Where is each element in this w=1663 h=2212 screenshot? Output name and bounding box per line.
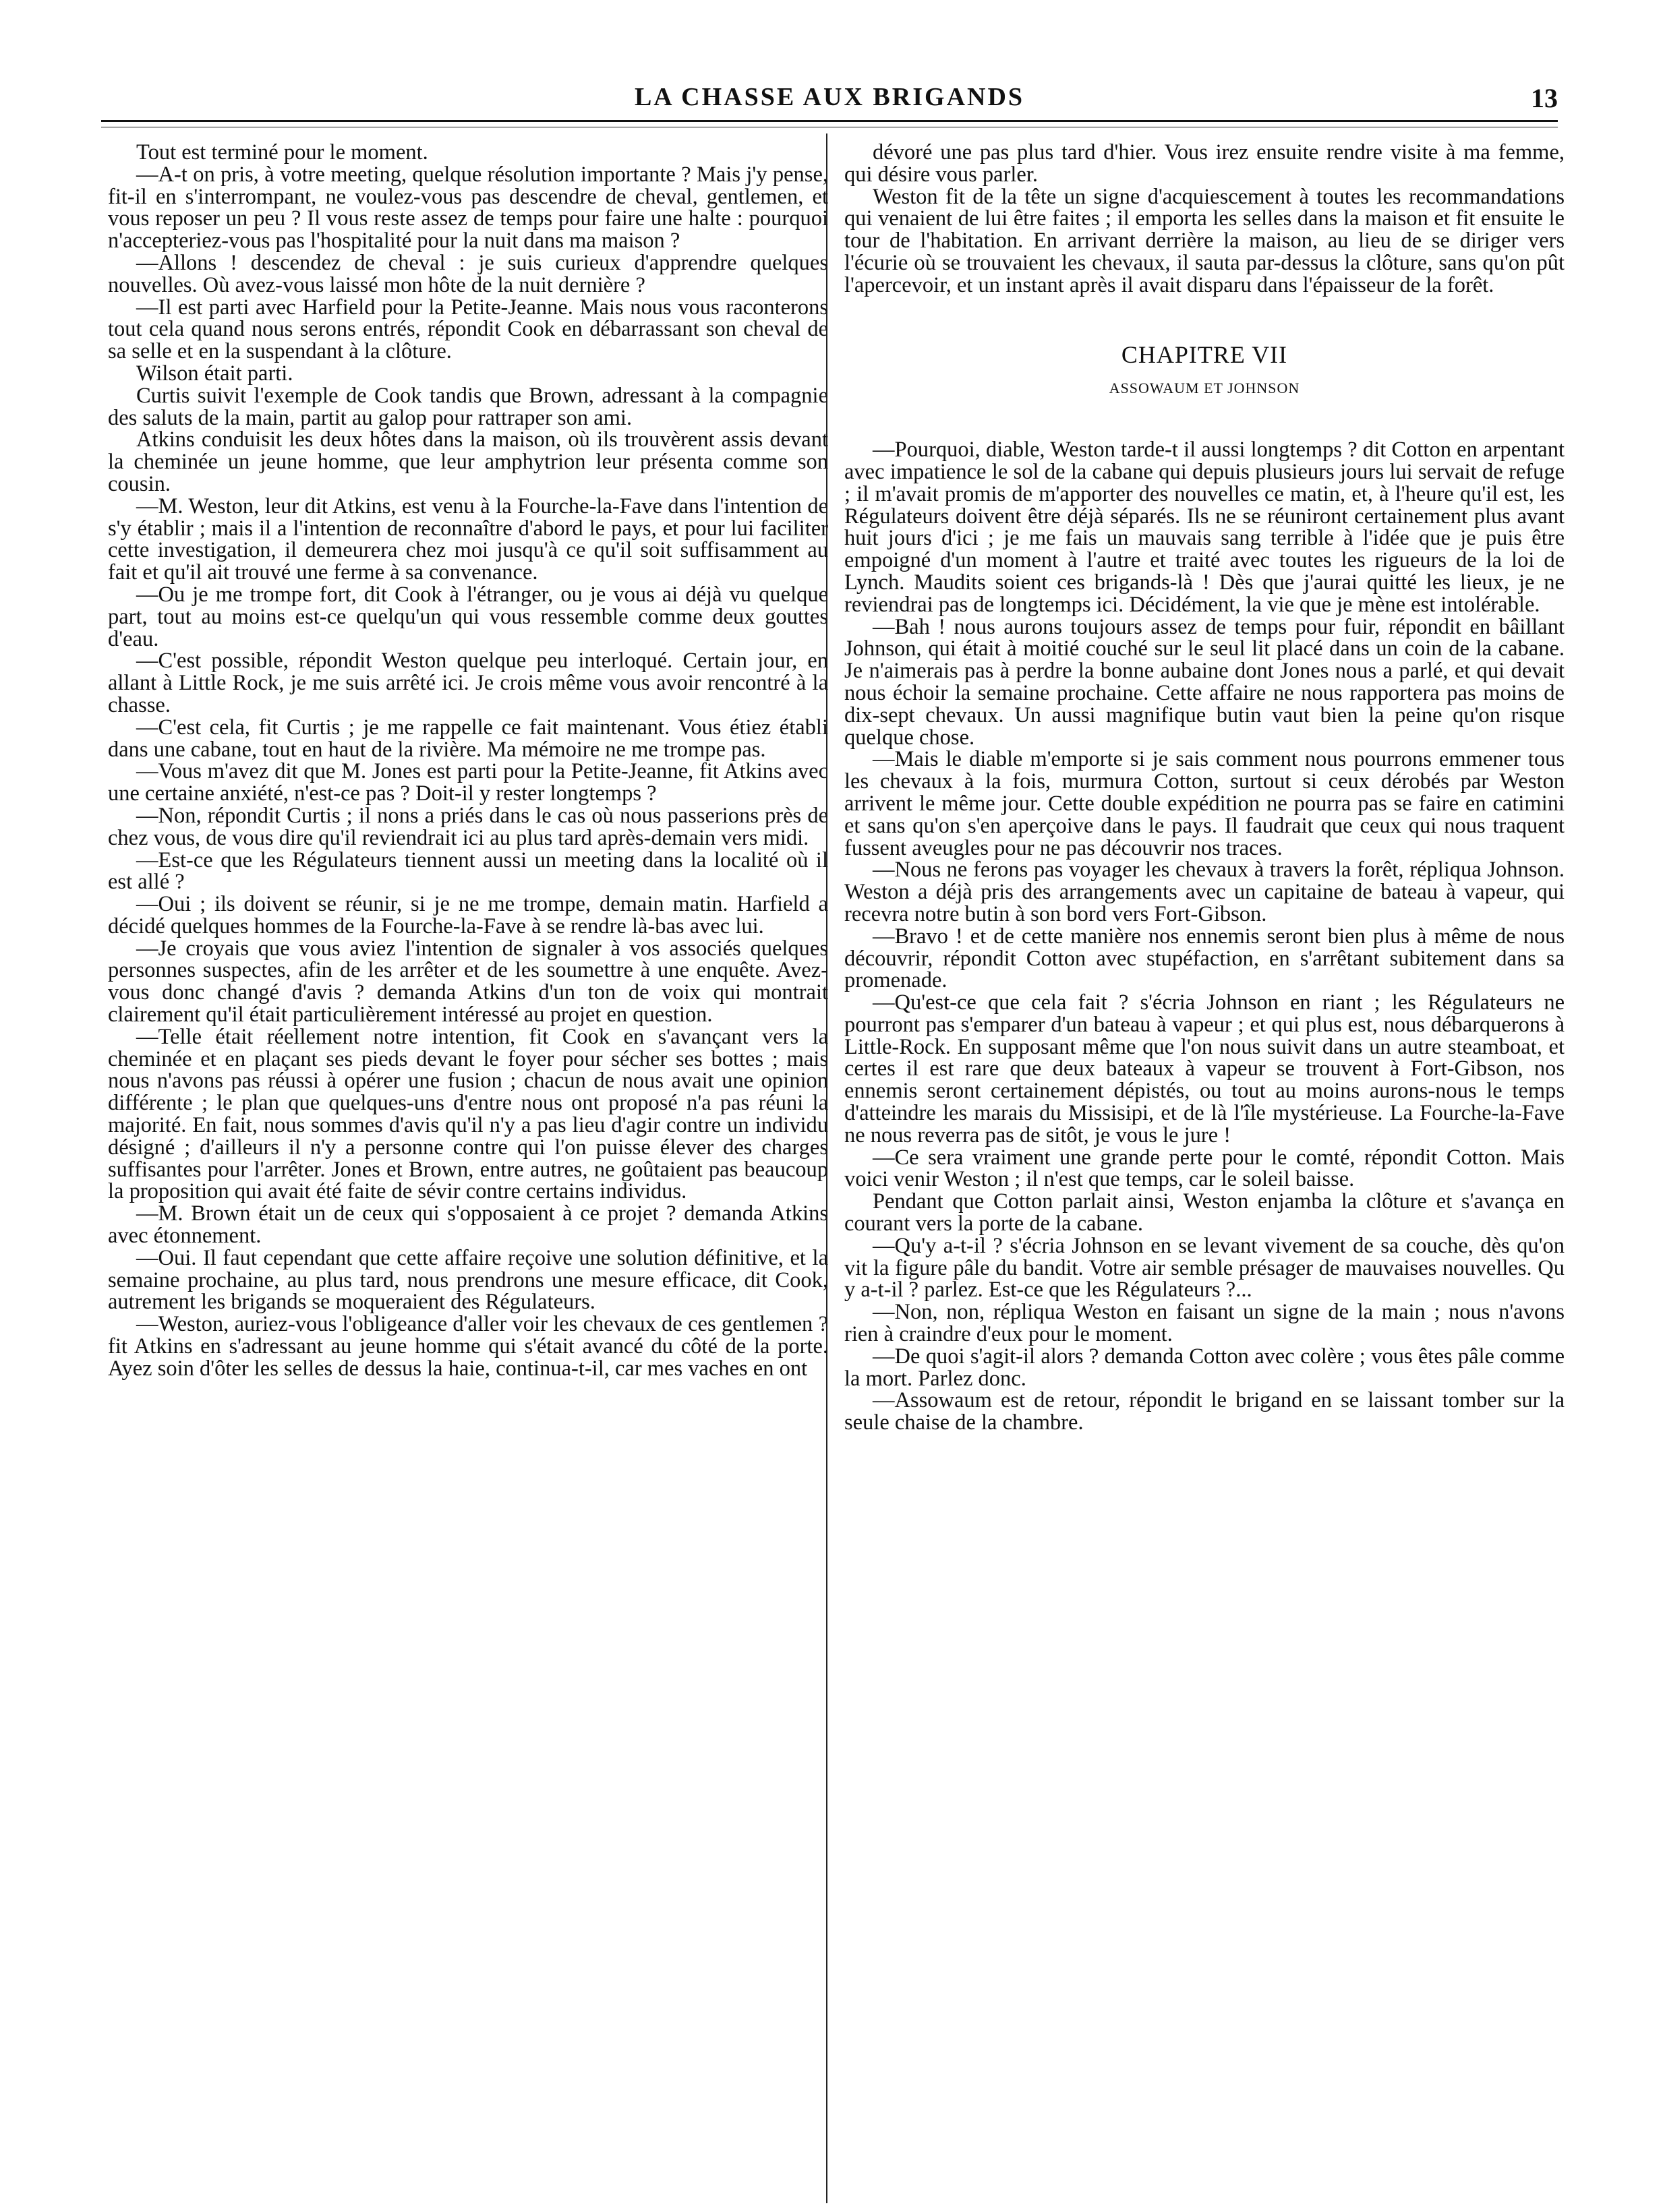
paragraph: —Mais le diable m'emporte si je sais comment nous pourrons emmener tous les chevaux à la fois, murmura Cotton, surtout si ceux dérobés par Weston arrivent le même jour. Cette double expédition ne pourra pas se faire en catimini et sans qu'on s'en aperçoive dans le pays. Il faudrait que ceux qui nous traquent fussent aveugles pour ne pas découvrir nos traces.	[844, 747, 1565, 860]
paragraph: dévoré une pas plus tard d'hier. Vous irez ensuite rendre visite à ma femme, qui désire vous parler.	[844, 142, 1565, 187]
paragraph: Curtis suivit l'exemple de Cook tandis que Brown, adressant à la compagnie des saluts de la main, partit au galop pour rattraper son ami.	[108, 383, 828, 430]
paragraph: Wilson était parti.	[136, 361, 293, 386]
chapter-subtitle: ASSOWAUM ET JOHNSON	[1109, 380, 1300, 397]
paragraph: —Pourquoi, diable, Weston tarde-t il aussi longtemps ? dit Cotton en arpentant avec impatience le sol de la cabane qui depuis plusieurs jours lui servait de refuge ; il m'avait promis de m'apporter des nouvelles ce matin, et, à l'heure qu'il est, les Régulateurs doivent être déjà séparés. Ils ne se réuniront certainement plus avant huit jours d'ici ; je me fais un mauvais sang terrible à l'idée que je puis être empoigné d'un moment à l'autre et traité avec toutes les rigueurs de la loi de Lynch. Maudits soient ces brigands-là ! Dès que j'aurai quitté les lieux, je ne reviendrai pas de longtemps ici. Décidément, la vie que je mène est intolérable.	[844, 438, 1565, 617]
paragraph: —Il est parti avec Harfield pour la Petite-Jeanne. Mais nous vous raconterons tout cela quand nous serons entrés, répondit Cook en débarrassant son cheval de sa selle et en la suspendant à la clôture.	[108, 295, 828, 364]
running-title: LA CHASSE AUX BRIGANDS	[634, 83, 1025, 111]
paragraph: —Oui. Il faut cependant que cette affaire reçoive une solution définitive, et la semaine prochaine, au plus tard, nous prendrons une mesure efficace, dit Cook, autrement les brigands se moqueraient des Régulateurs.	[108, 1245, 828, 1315]
paragraph: —C'est possible, répondit Weston quelque peu interloqué. Certain jour, en allant à Little Rock, je me suis arrêté ici. Je crois même vous avoir rencontré à la chasse.	[108, 649, 828, 717]
paragraph: —Qu'y a-t-il ? s'écria Johnson en se levant vivement de sa couche, dès qu'on vit la figure pâle du bandit. Votre air semble présager de mauvaises nouvelles. Qu y a-t-il ? parlez. Est-ce que les Régulateurs ?...	[844, 1233, 1565, 1303]
paragraph: —C'est cela, fit Curtis ; je me rappelle ce fait maintenant. Vous étiez établi dans une cabane, tout en haut de la rivière. Ma mémoire ne me trompe pas.	[108, 715, 828, 762]
paragraph: —M. Weston, leur dit Atkins, est venu à la Fourche-la-Fave dans l'intention de s'y établir ; mais il a l'intention de reconnaître d'abord le pays, et pour lui faciliter cette investigation, il demeurera chez moi jusqu'à ce qu'il soit suffisamment au fait et qu'il ait trouvé une ferme à sa convenance.	[108, 494, 828, 585]
chapter-title: CHAPITRE VII	[1121, 340, 1288, 368]
paragraph: —Ce sera vraiment une grande perte pour le comté, répondit Cotton. Mais voici venir Weston ; il n'est que temps, car le soleil baisse.	[844, 1145, 1565, 1192]
paragraph: —Weston, auriez-vous l'obligeance d'aller voir les chevaux de ces gentlemen ? fit Atkins en s'adressant au jeune homme qui s'était avancé du côté de la porte. Ayez soin d'ôter les selles de dessus la haie, continua-t-il, car mes vaches en ont	[108, 1312, 828, 1381]
paragraph: —Non, non, répliqua Weston en faisant un signe de la main ; nous n'avons rien à craindre d'eux pour le moment.	[844, 1300, 1565, 1347]
paragraph: —A-t on pris, à votre meeting, quelque résolution importante ? Mais j'y pense, fit-il en s'interrompant, ne voulez-vous pas descendre de cheval, gentlemen, et vous reposer un peu ? Il vous reste assez de temps pour faire une halte : pourquoi n'accepteriez-vous pas l'hospitalité pour la nuit dans ma maison ?	[108, 162, 828, 253]
paragraph: —Vous m'avez dit que M. Jones est parti pour la Petite-Jeanne, fit Atkins avec une certaine anxiété, n'est-ce pas ? Doit-il y rester longtemps ?	[108, 759, 828, 806]
paragraph: —M. Brown était un de ceux qui s'opposaient à ce projet ? demanda Atkins avec étonnement.	[108, 1201, 828, 1249]
paragraph: Atkins conduisit les deux hôtes dans la maison, où ils trouvèrent assis devant la cheminée un jeune homme, que leur amphytrion leur présenta comme son cousin.	[108, 427, 828, 496]
paragraph: —Assowaum est de retour, répondit le brigand en se laissant tomber sur la seule chaise de la chambre.	[844, 1388, 1565, 1435]
paragraph: —Oui ; ils doivent se réunir, si je ne me trompe, demain matin. Harfield a décidé quelques hommes de la Fourche-la-Fave à se rendre là-bas avec lui.	[108, 892, 828, 938]
paragraph: —Telle était réellement notre intention, fit Cook en s'avançant vers la cheminée et en plaçant ses pieds devant le foyer pour sécher ses bottes ; mais nous n'avons pas réussi à opérer une fusion ; chacun de nous avait une opinion différente ; le plan que quelques-uns d'entre nous ont proposé n'a pas réuni la majorité. En fait, nous sommes d'avis qu'il n'y a pas lieu d'agir contre un individu désigné ; d'ailleurs il n'y a personne contre qui l'on puisse élever des charges suffisantes pour l'arrêter. Jones et Brown, entre autres, ne goûtaient pas beaucoup la proposition qui avait été faite de sévir contre certains individus.	[108, 1024, 828, 1204]
paragraph: —Allons ! descendez de cheval : je suis curieux d'apprendre quelques nouvelles. Où avez-vous laissé mon hôte de la nuit dernière ?	[108, 250, 828, 297]
paragraph: Weston fit de la tête un signe d'acquiescement à toutes les recommandations qui venaient de lui être faites ; il emporta les selles dans la maison et fit ensuite le tour de l'habitation. En arrivant derrière la maison, au lieu de se diriger vers l'écurie où se trouvaient les chevaux, il sauta par-dessus la clôture, sans qu'on pût l'apercevoir, et un instant après il avait disparu dans l'épaisseur de la forêt.	[844, 184, 1565, 297]
right-column	[844, 142, 1565, 2191]
paragraph: —Je croyais que vous aviez l'intention de signaler à vos associés quelques personnes suspectes, afin de les arrêter et de les soumettre à une enquête. Avez-vous donc changé d'avis ? demanda Atkins d'un ton de voix qui montrait clairement qu'il était particulièrement intéressé au projet en question.	[108, 936, 828, 1027]
paragraph: —Bah ! nous aurons toujours assez de temps pour fuir, répondit en bâillant Johnson, qui était à moitié couché sur le seul lit placé dans un coin de la cabane. Je n'aimerais pas à perdre la bonne aubaine dont Jones nous a parlé, et qui devait nous échoir la semaine prochaine. Cette affaire ne nous rapportera pas moins de dix-sept chevaux. Un aussi magnifique butin vaut bien la peine qu'on risque quelque chose.	[844, 614, 1565, 750]
page-header	[101, 82, 1558, 117]
paragraph: —De quoi s'agit-il alors ? demanda Cotton avec colère ; vous êtes pâle comme la mort. Parlez donc.	[844, 1344, 1565, 1391]
paragraph: —Qu'est-ce que cela fait ? s'écria Johnson en riant ; les Régulateurs ne pourront pas s'emparer d'un bateau à vapeur ; et qui plus est, nous débarquerons à Little-Rock. En supposant même que l'on nous suivit dans un autre steamboat, et certes il est rare que deux bateaux à vapeur se trouvent à Fort-Gibson, nos ennemis seront certainement dépistés, ou tout au moins aurons-nous le temps d'atteindre les marais du Missisipi, et de là l'île mystérieuse. La Fourche-la-Fave ne nous reverra pas de sitôt, je vous le jure !	[844, 990, 1565, 1147]
paragraph: —Bravo ! et de cette manière nos ennemis seront bien plus à même de nous découvrir, répondit Cotton avec stupéfaction, en s'arrêtant subitement dans sa promenade.	[844, 924, 1565, 993]
header-rule-thick	[101, 120, 1558, 122]
paragraph: —Nous ne ferons pas voyager les chevaux à travers la forêt, répliqua Johnson. Weston a déjà pris des arrangements avec un capitaine de bateau à vapeur, qui recevra notre butin à son bord vers Fort-Gibson.	[844, 858, 1565, 926]
paragraph: —Non, répondit Curtis ; il nons a priés dans le cas où nous passerions près de chez vous, de vous dire qu'il reviendrait ici au plus tard après-demain vers midi.	[108, 803, 828, 850]
left-column	[108, 142, 828, 2191]
paragraph: —Est-ce que les Régulateurs tiennent aussi un meeting dans la localité où il est allé ?	[108, 847, 828, 895]
paragraph: —Ou je me trompe fort, dit Cook à l'étranger, ou je vous ai déjà vu quelque part, tout au moins est-ce quelqu'un qui vous ressemble comme deux gouttes d'eau.	[108, 582, 828, 651]
paragraph: Pendant que Cotton parlait ainsi, Weston enjamba la clôture et s'avança en courant vers la porte de la cabane.	[844, 1189, 1565, 1236]
paragraph: Tout est terminé pour le moment.	[136, 142, 428, 165]
page-number: 13	[1531, 83, 1558, 113]
